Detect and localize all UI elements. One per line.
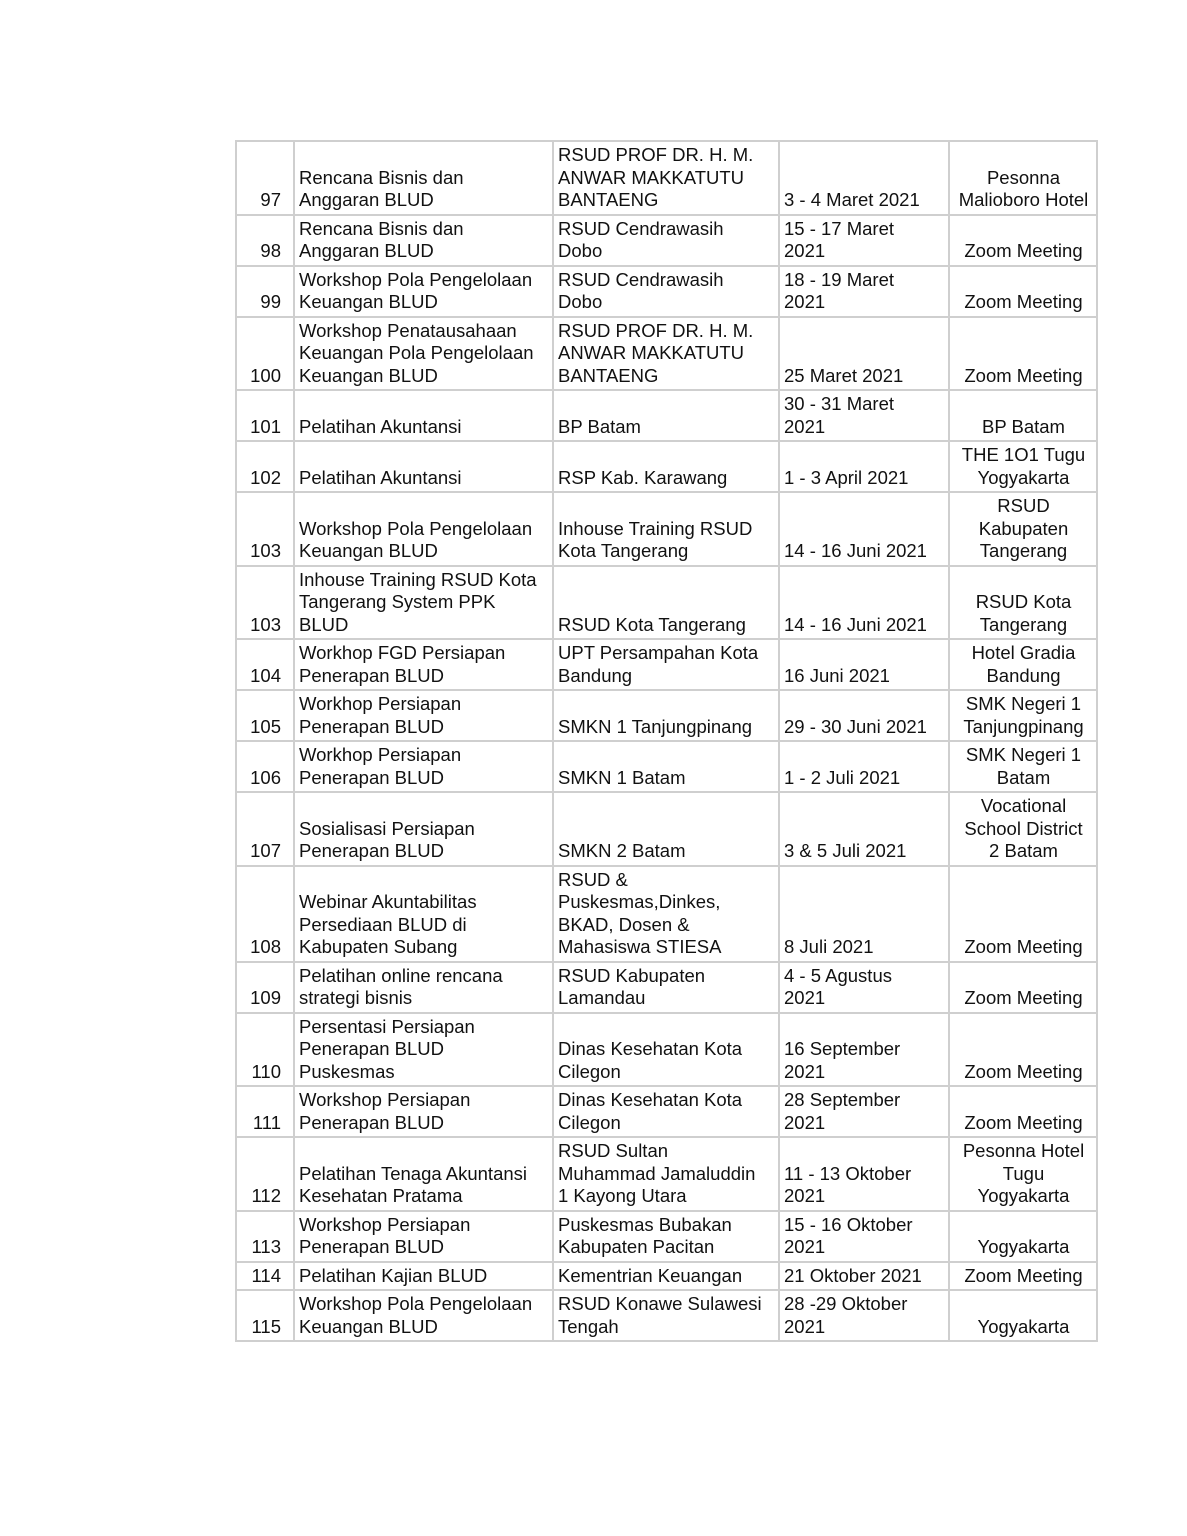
organizer-cell: Inhouse Training RSUD Kota Tangerang (553, 492, 779, 566)
row-number-cell: 100 (236, 317, 294, 391)
activity-title-cell: Workshop Pola Pengelolaan Keuangan BLUD (294, 266, 553, 317)
table-row (236, 1211, 1097, 1262)
training-table-sheet (235, 140, 1096, 1342)
activity-title-cell: Rencana Bisnis dan Anggaran BLUD (294, 215, 553, 266)
venue-cell: Yogyakarta (949, 1211, 1097, 1262)
organizer-cell: SMKN 1 Tanjungpinang (553, 690, 779, 741)
table-row (236, 215, 1097, 266)
table-row (236, 741, 1097, 792)
table-row (236, 492, 1097, 566)
row-number-cell: 97 (236, 141, 294, 215)
organizer-cell: UPT Persampahan Kota Bandung (553, 639, 779, 690)
event-date-cell: 1 - 2 Juli 2021 (779, 741, 949, 792)
table-row (236, 266, 1097, 317)
event-date-cell: 29 - 30 Juni 2021 (779, 690, 949, 741)
row-number-cell: 101 (236, 390, 294, 441)
venue-cell: RSUD Kota Tangerang (949, 566, 1097, 640)
organizer-cell: RSUD Sultan Muhammad Jamaluddin 1 Kayong Utara (553, 1137, 779, 1211)
row-number-cell: 108 (236, 866, 294, 962)
event-date-cell: 15 - 17 Maret 2021 (779, 215, 949, 266)
row-number-cell: 112 (236, 1137, 294, 1211)
event-date-cell: 11 - 13 Oktober 2021 (779, 1137, 949, 1211)
venue-cell: Yogyakarta (949, 1290, 1097, 1341)
venue-cell: Zoom Meeting (949, 1262, 1097, 1291)
table-row (236, 390, 1097, 441)
venue-cell: Zoom Meeting (949, 266, 1097, 317)
organizer-cell: RSUD PROF DR. H. M. ANWAR MAKKATUTU BANTAENG (553, 317, 779, 391)
row-number-cell: 106 (236, 741, 294, 792)
activity-title-cell: Workhop Persiapan Penerapan BLUD (294, 690, 553, 741)
event-date-cell: 28 -29 Oktober 2021 (779, 1290, 949, 1341)
activity-title-cell: Pelatihan Akuntansi (294, 441, 553, 492)
venue-cell: Zoom Meeting (949, 1013, 1097, 1087)
table-row (236, 441, 1097, 492)
venue-cell: THE 1O1 Tugu Yogyakarta (949, 441, 1097, 492)
organizer-cell: RSUD PROF DR. H. M. ANWAR MAKKATUTU BANTAENG (553, 141, 779, 215)
training-table (235, 140, 1098, 1342)
row-number-cell: 109 (236, 962, 294, 1013)
venue-cell: Zoom Meeting (949, 215, 1097, 266)
row-number-cell: 110 (236, 1013, 294, 1087)
activity-title-cell: Pelatihan Akuntansi (294, 390, 553, 441)
organizer-cell: RSUD Kabupaten Lamandau (553, 962, 779, 1013)
activity-title-cell: Workshop Persiapan Penerapan BLUD (294, 1211, 553, 1262)
activity-title-cell: Pelatihan Kajian BLUD (294, 1262, 553, 1291)
table-row (236, 141, 1097, 215)
table-row (236, 690, 1097, 741)
activity-title-cell: Workhop Persiapan Penerapan BLUD (294, 741, 553, 792)
table-row (236, 962, 1097, 1013)
event-date-cell: 21 Oktober 2021 (779, 1262, 949, 1291)
event-date-cell: 30 - 31 Maret 2021 (779, 390, 949, 441)
row-number-cell: 111 (236, 1086, 294, 1137)
venue-cell: BP Batam (949, 390, 1097, 441)
event-date-cell: 16 September 2021 (779, 1013, 949, 1087)
venue-cell: SMK Negeri 1 Batam (949, 741, 1097, 792)
venue-cell: RSUD Kabupaten Tangerang (949, 492, 1097, 566)
venue-cell: SMK Negeri 1 Tanjungpinang (949, 690, 1097, 741)
organizer-cell: SMKN 1 Batam (553, 741, 779, 792)
event-date-cell: 16 Juni 2021 (779, 639, 949, 690)
table-row (236, 639, 1097, 690)
event-date-cell: 28 September 2021 (779, 1086, 949, 1137)
organizer-cell: RSUD Cendrawasih Dobo (553, 266, 779, 317)
row-number-cell: 98 (236, 215, 294, 266)
venue-cell: Hotel Gradia Bandung (949, 639, 1097, 690)
event-date-cell: 3 - 4 Maret 2021 (779, 141, 949, 215)
event-date-cell: 4 - 5 Agustus 2021 (779, 962, 949, 1013)
organizer-cell: Dinas Kesehatan Kota Cilegon (553, 1086, 779, 1137)
event-date-cell: 8 Juli 2021 (779, 866, 949, 962)
venue-cell: Pesonna Malioboro Hotel (949, 141, 1097, 215)
activity-title-cell: Rencana Bisnis dan Anggaran BLUD (294, 141, 553, 215)
activity-title-cell: Pelatihan online rencana strategi bisnis (294, 962, 553, 1013)
activity-title-cell: Workshop Persiapan Penerapan BLUD (294, 1086, 553, 1137)
table-row (236, 792, 1097, 866)
organizer-cell: Dinas Kesehatan Kota Cilegon (553, 1013, 779, 1087)
organizer-cell: BP Batam (553, 390, 779, 441)
activity-title-cell: Workshop Pola Pengelolaan Keuangan BLUD (294, 492, 553, 566)
venue-cell: Zoom Meeting (949, 962, 1097, 1013)
organizer-cell: RSUD Kota Tangerang (553, 566, 779, 640)
activity-title-cell: Workhop FGD Persiapan Penerapan BLUD (294, 639, 553, 690)
table-row (236, 317, 1097, 391)
row-number-cell: 99 (236, 266, 294, 317)
row-number-cell: 107 (236, 792, 294, 866)
table-row (236, 1290, 1097, 1341)
venue-cell: Zoom Meeting (949, 317, 1097, 391)
organizer-cell: Kementrian Keuangan (553, 1262, 779, 1291)
activity-title-cell: Pelatihan Tenaga Akuntansi Kesehatan Pratama (294, 1137, 553, 1211)
table-row (236, 1013, 1097, 1087)
venue-cell: Vocational School District 2 Batam (949, 792, 1097, 866)
row-number-cell: 114 (236, 1262, 294, 1291)
event-date-cell: 1 - 3 April 2021 (779, 441, 949, 492)
event-date-cell: 15 - 16 Oktober 2021 (779, 1211, 949, 1262)
row-number-cell: 102 (236, 441, 294, 492)
table-row (236, 1262, 1097, 1291)
activity-title-cell: Inhouse Training RSUD Kota Tangerang System PPK BLUD (294, 566, 553, 640)
table-row (236, 1086, 1097, 1137)
event-date-cell: 14 - 16 Juni 2021 (779, 566, 949, 640)
table-row (236, 1137, 1097, 1211)
activity-title-cell: Persentasi Persiapan Penerapan BLUD Puskesmas (294, 1013, 553, 1087)
row-number-cell: 105 (236, 690, 294, 741)
event-date-cell: 3 & 5 Juli 2021 (779, 792, 949, 866)
activity-title-cell: Sosialisasi Persiapan Penerapan BLUD (294, 792, 553, 866)
row-number-cell: 113 (236, 1211, 294, 1262)
venue-cell: Zoom Meeting (949, 1086, 1097, 1137)
table-body (236, 141, 1097, 1341)
organizer-cell: SMKN 2 Batam (553, 792, 779, 866)
event-date-cell: 14 - 16 Juni 2021 (779, 492, 949, 566)
event-date-cell: 18 - 19 Maret 2021 (779, 266, 949, 317)
organizer-cell: Puskesmas Bubakan Kabupaten Pacitan (553, 1211, 779, 1262)
row-number-cell: 104 (236, 639, 294, 690)
table-row (236, 566, 1097, 640)
activity-title-cell: Workshop Pola Pengelolaan Keuangan BLUD (294, 1290, 553, 1341)
activity-title-cell: Webinar Akuntabilitas Persediaan BLUD di Kabupaten Subang (294, 866, 553, 962)
row-number-cell: 103 (236, 566, 294, 640)
row-number-cell: 103 (236, 492, 294, 566)
table-row (236, 866, 1097, 962)
organizer-cell: RSUD Konawe Sulawesi Tengah (553, 1290, 779, 1341)
organizer-cell: RSUD & Puskesmas,Dinkes, BKAD, Dosen & Mahasiswa STIESA (553, 866, 779, 962)
activity-title-cell: Workshop Penatausahaan Keuangan Pola Pengelolaan Keuangan BLUD (294, 317, 553, 391)
venue-cell: Zoom Meeting (949, 866, 1097, 962)
organizer-cell: RSUD Cendrawasih Dobo (553, 215, 779, 266)
row-number-cell: 115 (236, 1290, 294, 1341)
venue-cell: Pesonna Hotel Tugu Yogyakarta (949, 1137, 1097, 1211)
organizer-cell: RSP Kab. Karawang (553, 441, 779, 492)
event-date-cell: 25 Maret 2021 (779, 317, 949, 391)
